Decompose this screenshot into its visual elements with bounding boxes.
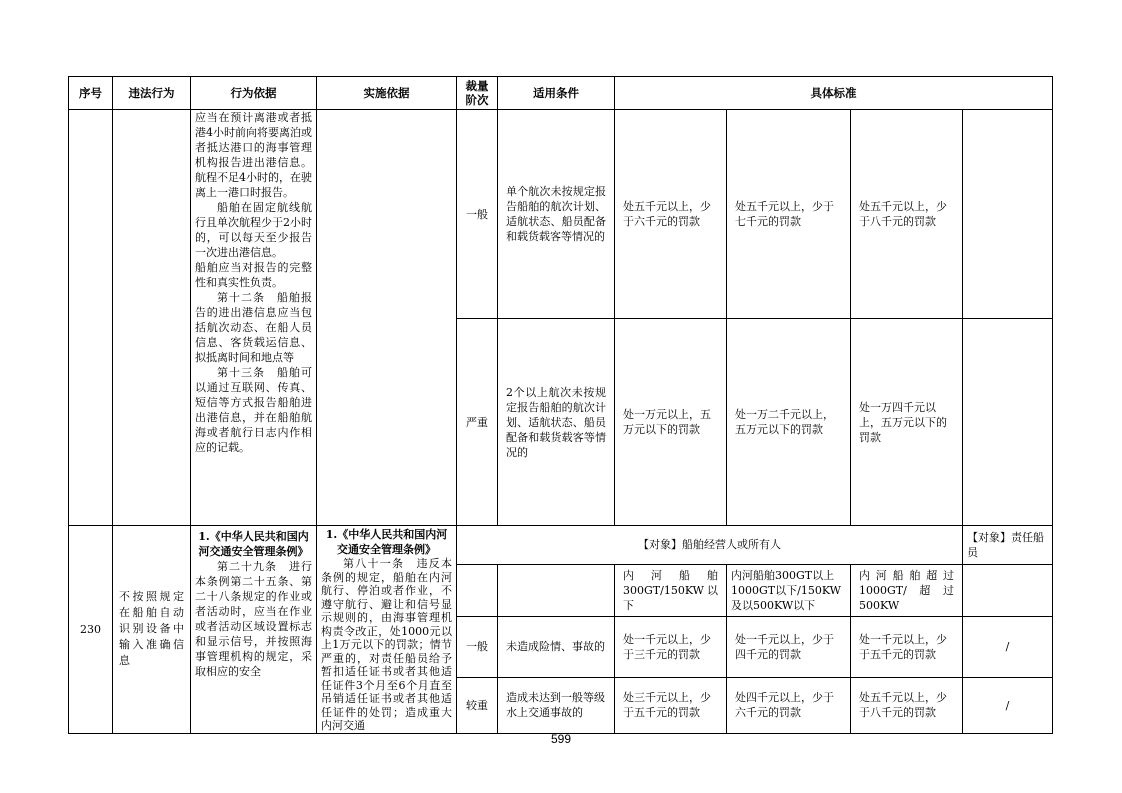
item-object-crew: 【对象】责任船员 (963, 526, 1053, 565)
item-level: 较重 (457, 677, 498, 733)
item-basis-title: 1.《中华人民共和国内河交通安全管理条例》 (198, 530, 309, 558)
item-basis-text: 第二十九条 进行本条例第二十五条、第二十八条规定的作业或者活动时，应当在作业或者活动区域设置标志和显示信号，并按照海事管理机构的规定，采取相应的安全 (195, 560, 312, 678)
header-impl: 实施依据 (317, 77, 457, 110)
item-level: 一般 (457, 616, 498, 677)
item-tier-crew (963, 564, 1053, 616)
prev-std-tier3: 处一万四千元以上，五万元以下的罚款 (851, 319, 963, 526)
item-cond: 造成未达到一般等级水上交通事故的 (498, 677, 615, 733)
item-std-tier2: 处四千元以上，少于六千元的罚款 (727, 677, 851, 733)
item-impl-cell (317, 526, 457, 734)
header-violation: 违法行为 (113, 77, 191, 110)
regulation-table (68, 76, 1053, 734)
item-std-tier2: 处一千元以上，少于四千元的罚款 (727, 616, 851, 677)
header-basis: 行为依据 (191, 77, 317, 110)
prev-violation-cell (113, 110, 191, 526)
item-tier1: 内 河 船 舶300GT/150KW以下 (615, 564, 727, 616)
item-impl-text: 第八十一条 违反本条例的规定，船舶在内河航行、停泊或者作业，不遵守航行、避让和信号显示规则的，由海事管理机构责令改正，处1000元以上1万元以下的罚款；情节严重的，对责任船员给予暂扣适任证书或者其他适任证件3个月至6个月直至吊销适任证书或者其他适任证件的处罚；造成重大内河交通 (321, 557, 452, 732)
prev-std-tier3: 处五千元以上，少于八千元的罚款 (851, 110, 963, 319)
item-std-crew: / (963, 616, 1053, 677)
prev-level-cell: 一般 (457, 110, 498, 319)
item-std-crew: / (963, 677, 1053, 733)
item-impl-title: 1.《中华人民共和国内河交通安全管理条例》 (325, 528, 448, 556)
prev-basis-cell (191, 110, 317, 526)
prev-seq-cell (69, 110, 113, 526)
item-std-tier1: 处三千元以上，少于五千元的罚款 (615, 677, 727, 733)
header-seq: 序号 (69, 77, 113, 110)
item-std-tier3: 处五千元以上，少于八千元的罚款 (851, 677, 963, 733)
prev-std-tier1: 处一万元以上，五万元以下的罚款 (615, 319, 727, 526)
prev-basis-para: 第十二条 船舶报告的进出港信息应当包括航次动态、在船人员信息、客货载运信息、拟抵离时间和地点等 (195, 291, 312, 364)
header-cond: 适用条件 (498, 77, 615, 110)
item-violation: 不按照规定在船舶自动识别设备中输入准确信息 (113, 526, 191, 734)
table-row (69, 526, 1053, 565)
prev-std-tier2: 处五千元以上，少于七千元的罚款 (727, 110, 851, 319)
table-row (69, 110, 1053, 319)
prev-std-extra (963, 110, 1053, 319)
prev-std-tier2: 处一万二千元以上，五万元以下的罚款 (727, 319, 851, 526)
page-number: 599 (550, 732, 572, 746)
header-level: 裁量阶次 (457, 77, 498, 110)
header-standard: 具体标准 (615, 77, 1053, 110)
prev-basis-para: 应当在预计离港或者抵港4小时前向将要离泊或者抵达港口的海事管理机构报告进出港信息。航程不足4小时的，在驶离上一港口时报告。 (195, 111, 312, 199)
prev-basis-para: 船舶应当对报告的完整性和真实性负责。 (195, 261, 312, 289)
item-basis-cell (191, 526, 317, 734)
prev-basis-para: 船舶在固定航线航行且单次航程少于2小时的，可以每天至少报告一次进出港信息。 (195, 201, 312, 259)
item-tier2: 内河船舶300GT以上1000GT以下/150KW及以500KW以下 (727, 564, 851, 616)
prev-impl-cell (317, 110, 457, 526)
item-object-owner: 【对象】船舶经营人或所有人 (457, 526, 963, 565)
prev-std-tier1: 处五千元以上，少于六千元的罚款 (615, 110, 727, 319)
item-seq: 230 (69, 526, 113, 734)
header-row (69, 77, 1053, 110)
item-tier3: 内河船舶超过1000GT/超过500KW (851, 564, 963, 616)
prev-level-cell: 严重 (457, 319, 498, 526)
prev-cond-cell: 单个航次未按规定报告船舶的航次计划、适航状态、船员配备和载货载客等情况的 (498, 110, 615, 319)
item-tier-blank-cond (498, 564, 615, 616)
item-std-tier3: 处一千元以上，少于五千元的罚款 (851, 616, 963, 677)
item-tier-blank-level (457, 564, 498, 616)
item-std-tier1: 处一千元以上，少于三千元的罚款 (615, 616, 727, 677)
prev-cond-cell: 2个以上航次未按规定报告船舶的航次计划、适航状态、船员配备和载货载客等情况的 (498, 319, 615, 526)
prev-std-extra (963, 319, 1053, 526)
item-cond: 未造成险情、事故的 (498, 616, 615, 677)
prev-basis-para: 第十三条 船舶可以通过互联网、传真、短信等方式报告船舶进出港信息，并在船舶航海或者航行日志内作相应的记载。 (195, 366, 312, 454)
